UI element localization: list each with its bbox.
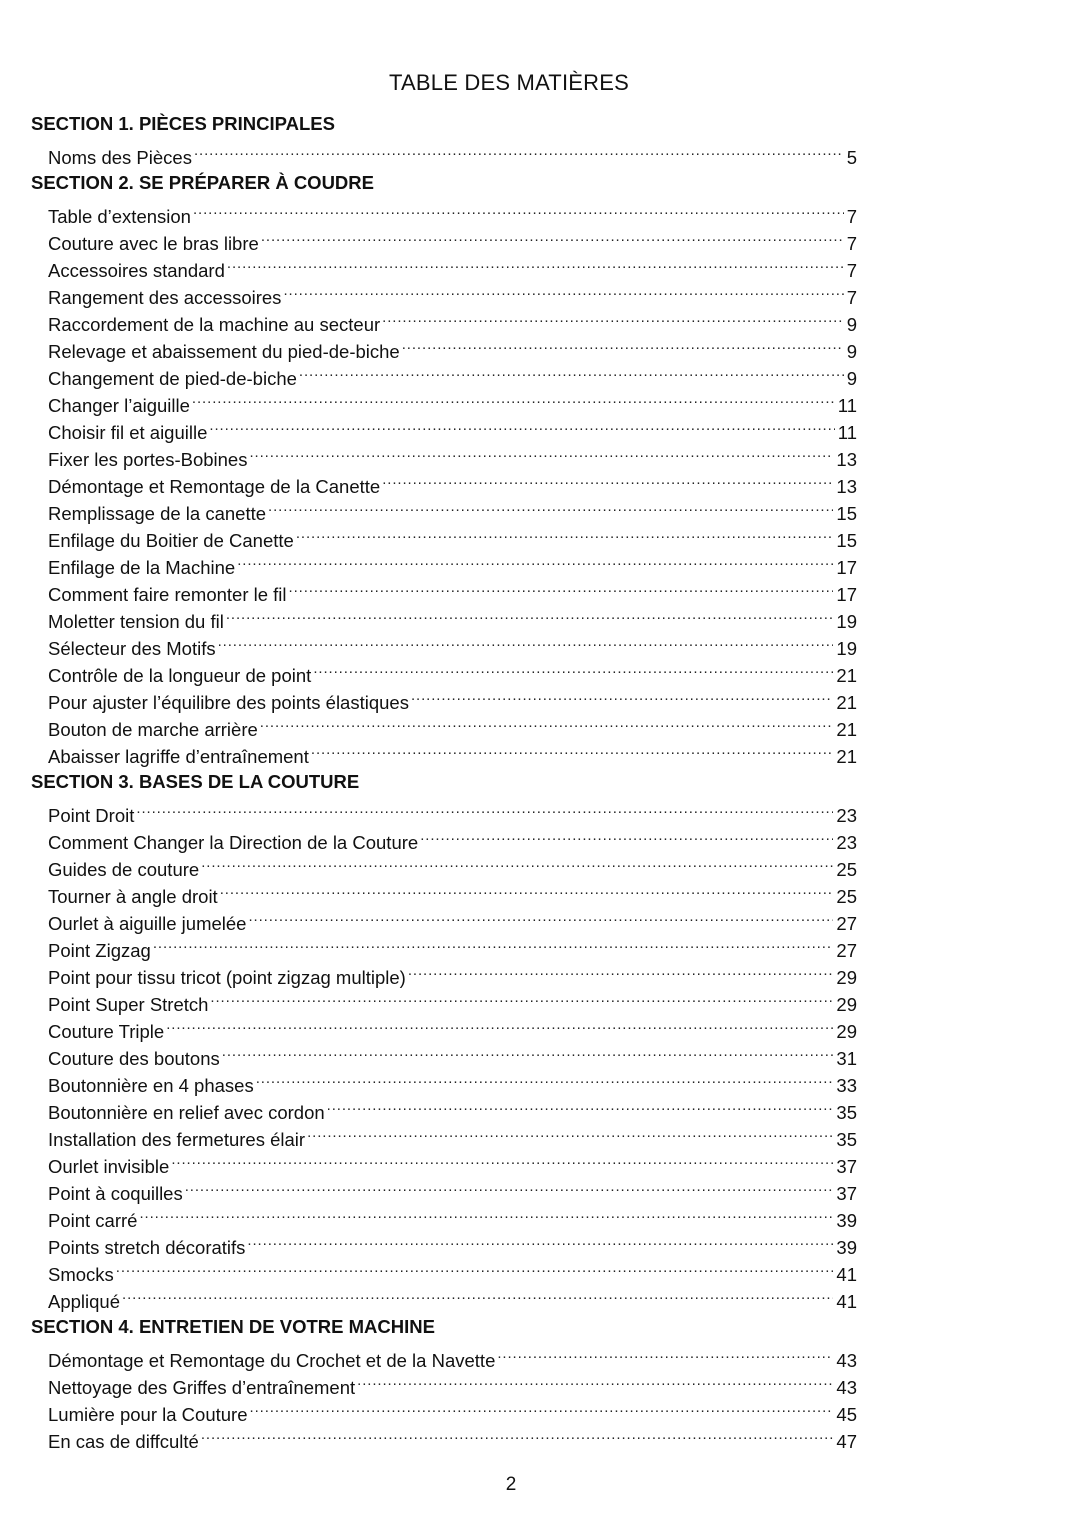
toc-entry: [31, 795, 857, 826]
entry-label: Relevage et abaissement du pied-de-biche: [48, 341, 400, 362]
dot-leader: [226, 601, 834, 628]
dot-leader: [311, 736, 834, 763]
entry-label: Couture des boutons: [48, 1048, 220, 1069]
dot-leader: [247, 1227, 833, 1254]
dot-leader: [220, 876, 834, 903]
entry-label: Noms des Pièces: [48, 147, 192, 168]
entry-page-number: 31: [836, 1048, 857, 1069]
entry-page-number: 47: [836, 1431, 857, 1452]
entry-label: Couture avec le bras libre: [48, 233, 259, 254]
entry-label: Boutonnière en 4 phases: [48, 1075, 254, 1096]
toc-entry: [31, 137, 857, 168]
toc-entry: [31, 930, 857, 961]
entry-page-number: 15: [836, 503, 857, 524]
dot-leader: [116, 1254, 834, 1281]
entry-label: Sélecteur des Motifs: [48, 638, 216, 659]
toc-section: [31, 170, 857, 767]
page-number: 2: [505, 1474, 517, 1495]
entry-label: Enfilage du Boitier de Canette: [48, 530, 294, 551]
entry-label: Lumière pour la Couture: [48, 1404, 248, 1425]
entry-label: En cas de diffculté: [48, 1431, 199, 1452]
entry-page-number: 15: [836, 530, 857, 551]
entry-label: Remplissage de la canette: [48, 503, 267, 524]
dot-leader: [194, 137, 844, 164]
dot-leader: [357, 1367, 833, 1394]
dot-leader: [248, 903, 833, 930]
dot-leader: [408, 957, 834, 984]
entry-page-number: 21: [836, 719, 857, 740]
entry-page-number: 33: [836, 1075, 857, 1096]
dot-leader: [260, 709, 834, 736]
entry-page-number: 21: [836, 692, 857, 713]
entry-page-number: 43: [836, 1350, 857, 1371]
toc-section: [31, 769, 857, 1312]
entry-label: Appliqué: [48, 1291, 121, 1312]
dot-leader: [268, 493, 833, 520]
toc-entry: [31, 1254, 857, 1285]
entry-label: Point pour tissu tricot (point zigzag multiple): [48, 967, 406, 988]
entry-page-number: 27: [836, 913, 857, 934]
dot-leader: [382, 466, 833, 493]
entry-label: Guides de couture: [48, 859, 200, 880]
entry-page-number: 9: [846, 368, 857, 389]
entry-label: Installation des fermetures élair: [48, 1129, 306, 1150]
entry-label: Pour ajuster l’équilibre des points élastiques: [48, 692, 409, 713]
toc-entry: [31, 822, 857, 853]
entry-label: Point Zigzag: [48, 940, 151, 961]
entry-label: Rangement des accessoires: [48, 287, 282, 308]
entry-page-number: 37: [836, 1156, 857, 1177]
entry-page-number: 19: [836, 611, 857, 632]
section-heading: SECTION 4. ENTRETIEN DE VOTRE MACHINE: [31, 1316, 435, 1337]
dot-leader: [289, 574, 834, 601]
entry-label: Tourner à angle droit: [48, 886, 218, 907]
dot-leader: [210, 984, 833, 1011]
entry-page-number: 17: [836, 557, 857, 578]
entry-page-number: 29: [836, 967, 857, 988]
entry-label: Abaisser lagriffe d’entraînement: [48, 746, 309, 767]
dot-leader: [185, 1173, 834, 1200]
entry-label: Enfilage de la Machine: [48, 557, 236, 578]
dot-leader: [420, 822, 833, 849]
entry-page-number: 9: [846, 314, 857, 335]
entry-label: Bouton de marche arrière: [48, 719, 258, 740]
entry-page-number: 27: [836, 940, 857, 961]
entry-page-number: 41: [836, 1291, 857, 1312]
entry-label: Comment faire remonter le fil: [48, 584, 287, 605]
dot-leader: [411, 682, 833, 709]
dot-leader: [153, 930, 834, 957]
entry-label: Changer l’aiguille: [48, 395, 190, 416]
entry-page-number: 35: [836, 1102, 857, 1123]
entry-page-number: 7: [846, 233, 857, 254]
entry-label: Point carré: [48, 1210, 138, 1231]
entry-page-number: 5: [846, 147, 857, 168]
entry-page-number: 43: [836, 1377, 857, 1398]
dot-leader: [283, 277, 843, 304]
entry-label: Point Super Stretch: [48, 994, 209, 1015]
entry-page-number: 23: [836, 805, 857, 826]
entry-label: Changement de pied-de-biche: [48, 368, 297, 389]
dot-leader: [209, 412, 834, 439]
toc-entry: [31, 1340, 857, 1371]
entry-page-number: 11: [837, 422, 857, 443]
dot-leader: [227, 250, 844, 277]
entry-label: Couture Triple: [48, 1021, 165, 1042]
entry-page-number: 39: [836, 1210, 857, 1231]
dot-leader: [193, 196, 844, 223]
entry-label: Ourlet invisible: [48, 1156, 170, 1177]
dot-leader: [122, 1281, 833, 1308]
entry-page-number: 29: [836, 1021, 857, 1042]
dot-leader: [327, 1092, 834, 1119]
entry-page-number: 29: [836, 994, 857, 1015]
page-title: TABLE DES MATIÈRES: [389, 69, 629, 95]
dot-leader: [402, 331, 844, 358]
section-heading: SECTION 3. BASES DE LA COUTURE: [31, 771, 360, 792]
entry-page-number: 25: [836, 859, 857, 880]
dot-leader: [261, 223, 844, 250]
toc-entry: [31, 1227, 857, 1258]
entry-label: Contrôle de la longueur de point: [48, 665, 312, 686]
entry-page-number: 7: [846, 206, 857, 227]
entry-label: Accessoires standard: [48, 260, 225, 281]
dot-leader: [256, 1065, 834, 1092]
dot-leader: [171, 1146, 833, 1173]
toc-section: [31, 111, 857, 168]
dot-leader: [296, 520, 834, 547]
entry-label: Raccordement de la machine au secteur: [48, 314, 381, 335]
section-heading: SECTION 1. PIÈCES PRINCIPALES: [31, 113, 335, 134]
entry-page-number: 7: [846, 260, 857, 281]
entry-page-number: 25: [836, 886, 857, 907]
dot-leader: [166, 1011, 833, 1038]
toc-entry: [31, 1281, 857, 1312]
dot-leader: [237, 547, 833, 574]
dot-leader: [218, 628, 834, 655]
dot-leader: [497, 1340, 833, 1367]
entry-page-number: 9: [846, 341, 857, 362]
dot-leader: [136, 795, 833, 822]
toc-entry: [31, 957, 857, 988]
entry-label: Point Droit: [48, 805, 135, 826]
toc-entry: [31, 196, 857, 227]
dot-leader: [313, 655, 833, 682]
dot-leader: [201, 1421, 834, 1448]
section-heading: SECTION 2. SE PRÉPARER À COUDRE: [31, 172, 374, 193]
dot-leader: [250, 1394, 834, 1421]
dot-leader: [201, 849, 833, 876]
entry-page-number: 23: [836, 832, 857, 853]
entry-label: Moletter tension du fil: [48, 611, 224, 632]
entry-page-number: 45: [836, 1404, 857, 1425]
entry-page-number: 41: [836, 1264, 857, 1285]
entry-label: Boutonnière en relief avec cordon: [48, 1102, 325, 1123]
entry-page-number: 13: [836, 449, 857, 470]
entry-label: Démontage et Remontage du Crochet et de la Navette: [48, 1350, 496, 1371]
entry-label: Comment Changer la Direction de la Couture: [48, 832, 419, 853]
entry-label: Nettoyage des Griffes d’entraînement: [48, 1377, 356, 1398]
entry-label: Ourlet à aiguille jumelée: [48, 913, 247, 934]
entry-page-number: 11: [837, 395, 857, 416]
dot-leader: [307, 1119, 833, 1146]
toc-section: [31, 1314, 857, 1452]
entry-page-number: 39: [836, 1237, 857, 1258]
entry-page-number: 37: [836, 1183, 857, 1204]
entry-label: Fixer les portes-Bobines: [48, 449, 248, 470]
toc-entry: [31, 1200, 857, 1231]
entry-page-number: 19: [836, 638, 857, 659]
dot-leader: [382, 304, 844, 331]
entry-page-number: 21: [836, 665, 857, 686]
entry-label: Points stretch décoratifs: [48, 1237, 246, 1258]
entry-label: Table d’extension: [48, 206, 191, 227]
dot-leader: [192, 385, 835, 412]
dot-leader: [139, 1200, 833, 1227]
dot-leader: [249, 439, 833, 466]
entry-page-number: 17: [836, 584, 857, 605]
entry-page-number: 35: [836, 1129, 857, 1150]
entry-page-number: 21: [836, 746, 857, 767]
entry-page-number: 7: [846, 287, 857, 308]
entry-label: Smocks: [48, 1264, 114, 1285]
entry-page-number: 13: [836, 476, 857, 497]
table-of-contents: [31, 111, 857, 1452]
dot-leader: [299, 358, 844, 385]
dot-leader: [222, 1038, 834, 1065]
entry-label: Choisir fil et aiguille: [48, 422, 208, 443]
entry-label: Point à coquilles: [48, 1183, 183, 1204]
entry-label: Démontage et Remontage de la Canette: [48, 476, 381, 497]
